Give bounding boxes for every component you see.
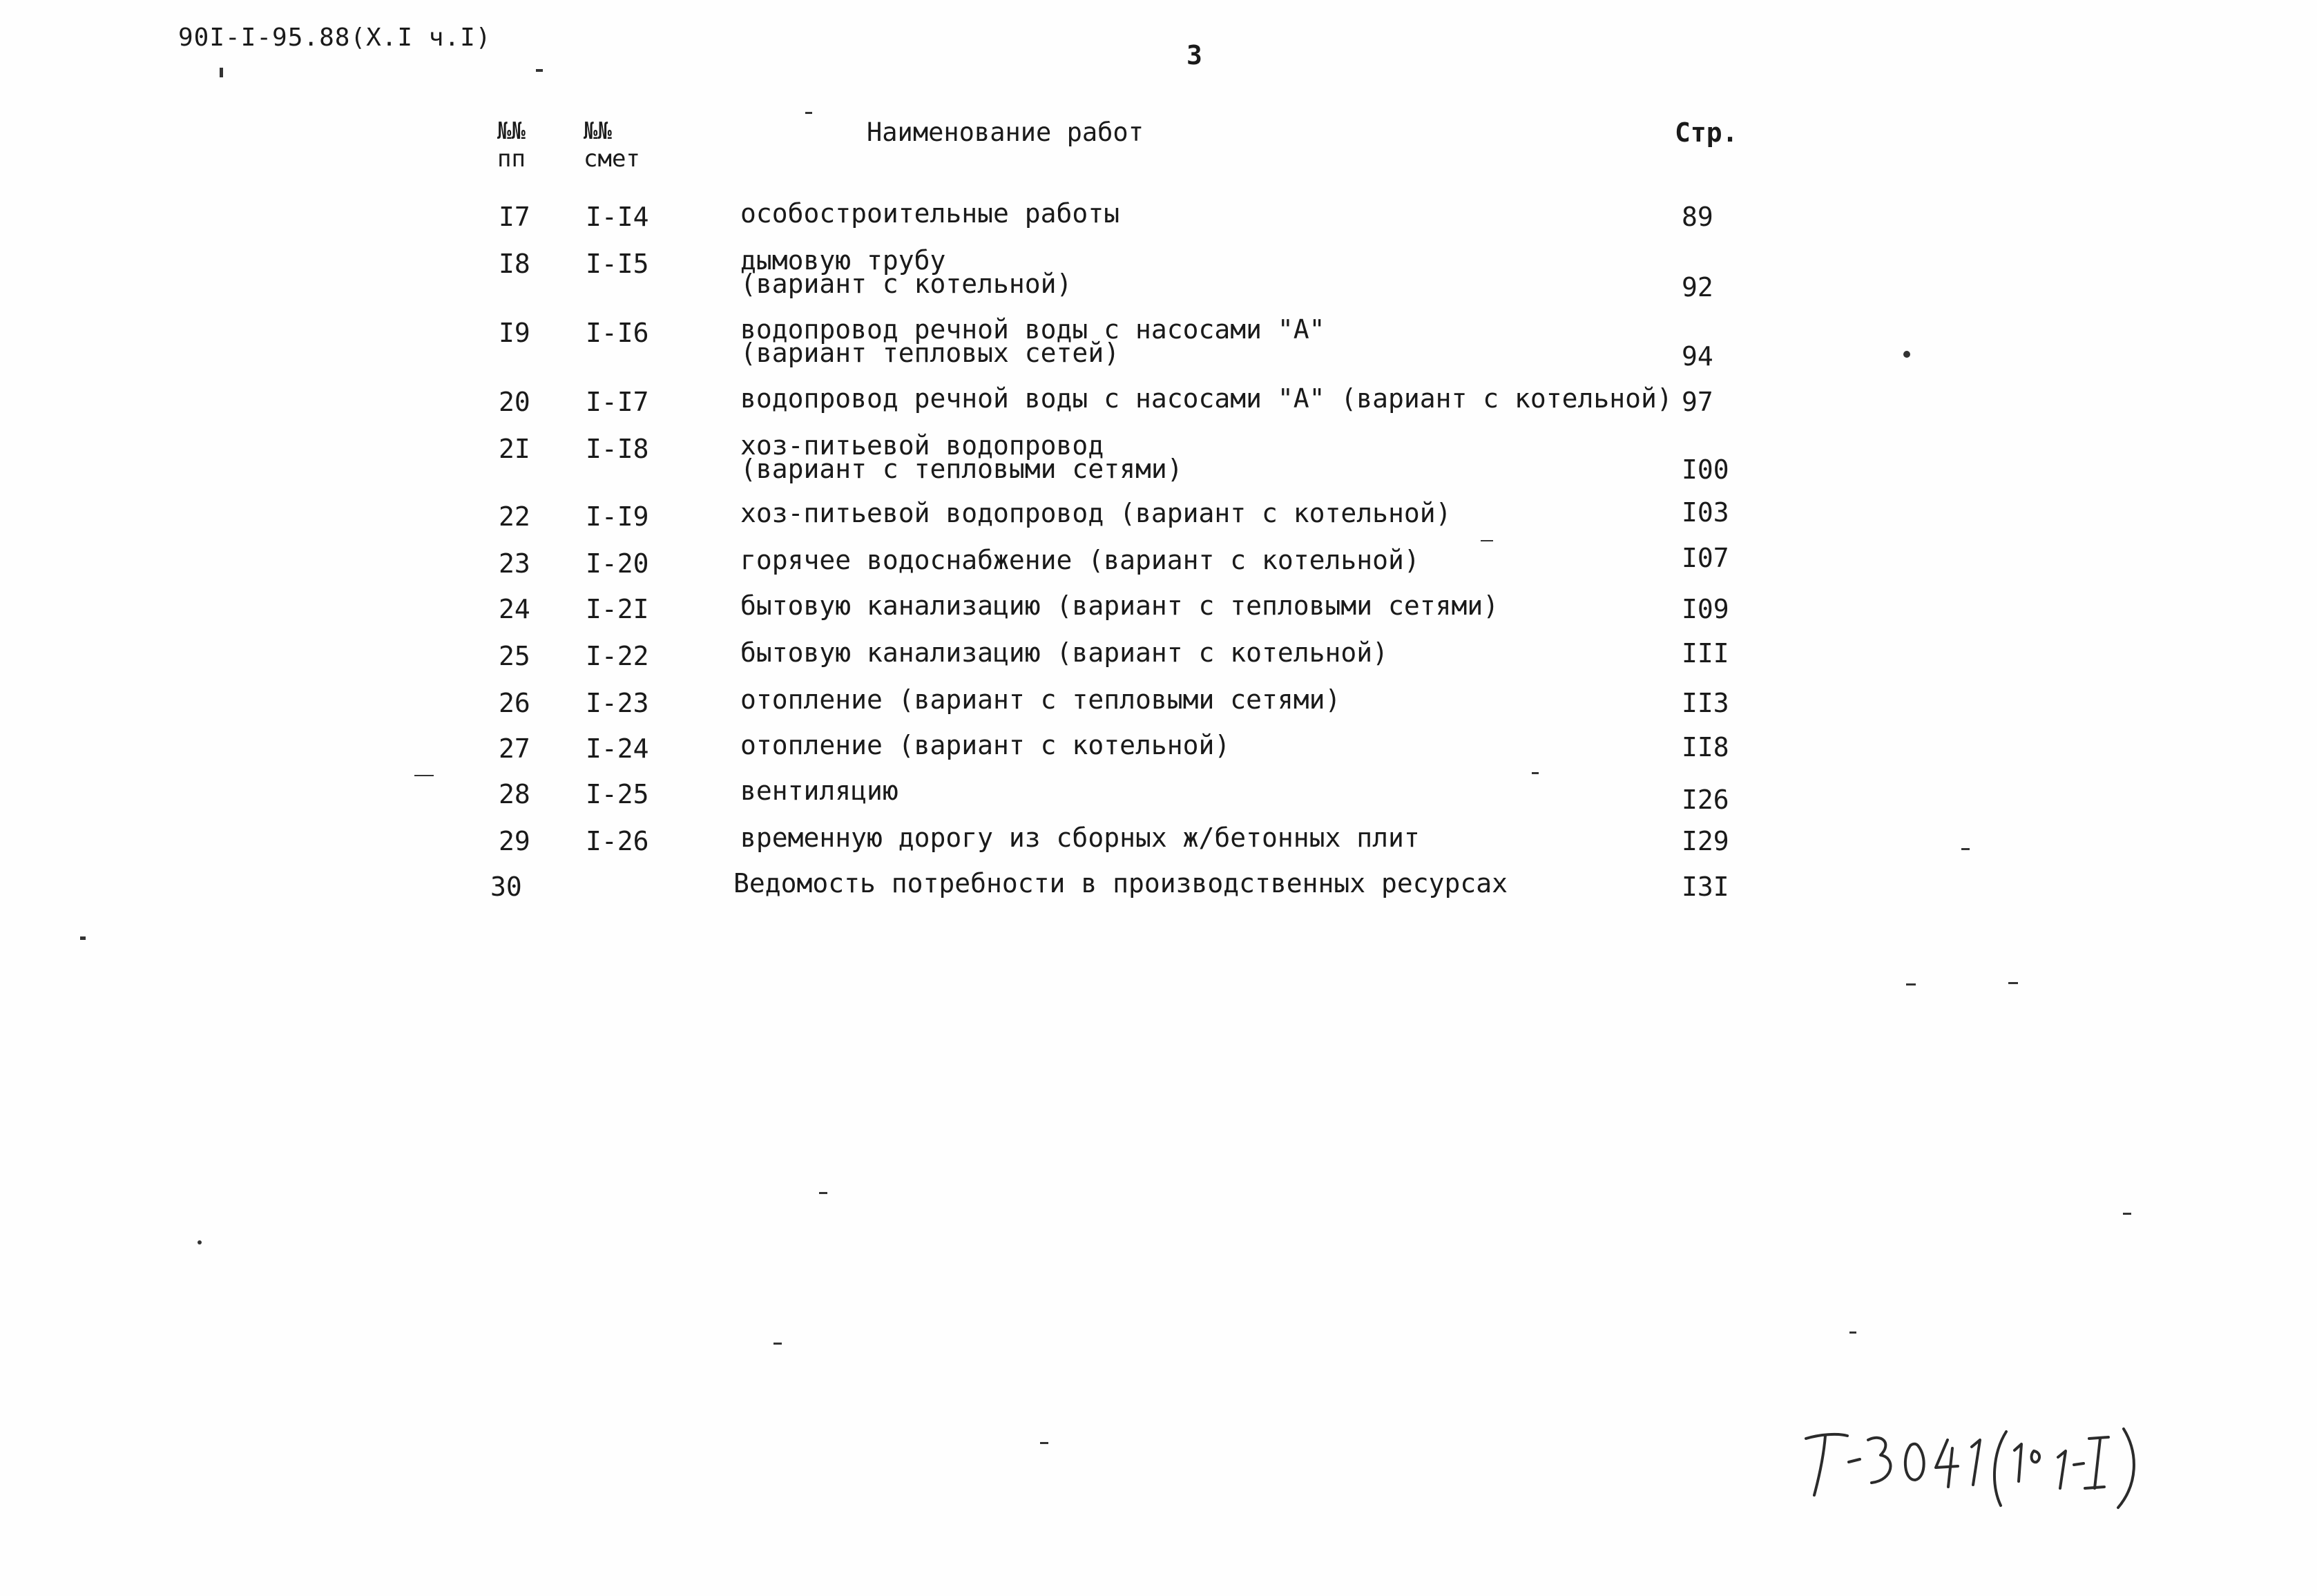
scan-speck [1906,983,1916,986]
row-name [740,245,1073,299]
row-number: I7 [499,202,530,232]
row-number: 27 [499,733,530,764]
row-smet: I-2I [586,594,649,624]
scan-speck [536,69,543,72]
row-name-line1: вентиляцию [740,776,898,806]
row-name-line1: бытовую канализацию (вариант с тепловыми сетями) [740,590,1499,621]
row-smet: I-20 [586,548,649,579]
scan-speck [414,775,434,776]
row-name [740,776,898,806]
row-page: I03 [1682,497,1729,528]
scan-speck [1903,351,1910,358]
row-page: 94 [1682,341,1713,372]
scan-speck [1849,1331,1856,1334]
row-number: 20 [499,387,530,417]
row-name [740,430,1183,484]
row-name [733,868,1508,898]
row-name-line2: (вариант тепловых сетей) [740,338,1120,368]
header-smet-top: №№ [584,117,612,145]
row-name-line2: (вариант с тепловыми сетями) [740,454,1183,484]
row-name-line1: хоз-питьевой водопровод (вариант с котельной) [740,498,1452,528]
row-name-line1: временную дорогу из сборных ж/бетонных плит [740,823,1420,853]
row-name-line1: водопровод речной воды с насосами "А" [740,314,1325,345]
header-num-bottom: пп [497,145,526,173]
row-number: 22 [499,501,530,532]
row-number: 24 [499,594,530,624]
row-name-line1: горячее водоснабжение (вариант с котельной) [740,545,1420,575]
scan-speck [1532,772,1539,774]
row-smet: I-25 [586,779,649,809]
row-page: 97 [1682,387,1713,417]
document-code: 90I-I-95.88(X.I ч.I) [178,23,492,52]
scan-speck [773,1343,782,1345]
scan-speck [1961,848,1970,850]
row-name-line1: отопление (вариант с тепловыми сетями) [740,684,1341,715]
row-page: I07 [1682,543,1729,573]
header-num-column [497,117,526,173]
header-page-column: Стр. [1675,117,1738,148]
row-number: 30 [490,872,522,902]
page-number: 3 [1186,40,1202,70]
row-number: 28 [499,779,530,809]
row-number: I9 [499,318,530,348]
scan-speck [80,936,86,940]
header-num-top: №№ [497,117,526,145]
row-number: I8 [499,249,530,279]
row-smet: I-24 [586,733,649,764]
row-page: 89 [1682,202,1713,232]
row-number: 25 [499,641,530,671]
row-smet: I-26 [586,826,649,856]
row-name-line1: отопление (вариант с котельной) [740,730,1231,760]
scan-speck [1040,1442,1048,1444]
row-name-line1: Ведомость потребности в производственных ресурсах [733,868,1508,898]
row-smet: I-I7 [586,387,649,417]
row-name [740,545,1420,575]
row-name [740,637,1388,668]
row-number: 29 [499,826,530,856]
header-smet-column [584,117,640,173]
row-page: III [1682,638,1729,669]
row-page: I26 [1682,785,1729,815]
row-smet: I-I5 [586,249,649,279]
row-name [740,383,1673,414]
handwritten-annotation [1799,1419,2144,1516]
row-smet: I-I4 [586,202,649,232]
row-name [740,198,1120,229]
row-name [740,498,1452,528]
row-smet: I-I6 [586,318,649,348]
row-page: I3I [1682,872,1729,902]
row-name-line1: хоз-питьевой водопровод [740,430,1104,461]
scan-speck [2123,1213,2131,1215]
table-header [0,117,2317,193]
row-name [740,730,1231,760]
header-smet-bottom: смет [584,145,640,173]
scan-speck [819,1192,827,1194]
row-name [740,314,1325,368]
row-page: 92 [1682,272,1713,302]
scan-speck [220,68,223,77]
row-name-line2: (вариант с котельной) [740,269,1073,299]
row-name [740,684,1341,715]
scan-speck [198,1240,202,1244]
row-name [740,823,1420,853]
header-name-column: Наименование работ [867,117,1144,147]
row-smet: I-I8 [586,434,649,464]
scan-speck [805,112,812,114]
scan-speck [1481,540,1493,541]
row-page: I09 [1682,594,1729,624]
row-name-line1: особостроительные работы [740,198,1120,229]
row-name [740,590,1499,621]
row-smet: I-23 [586,688,649,718]
row-smet: I-I9 [586,501,649,532]
row-page: I29 [1682,826,1729,856]
row-page: II3 [1682,688,1729,718]
row-number: 26 [499,688,530,718]
row-name-line1: бытовую канализацию (вариант с котельной) [740,637,1388,668]
row-name-line1: дымовую трубу [740,245,946,276]
scan-speck [2008,982,2018,984]
row-page: II8 [1682,732,1729,762]
row-page: I00 [1682,454,1729,485]
row-smet: I-22 [586,641,649,671]
row-name-line1: водопровод речной воды с насосами "А" (вариант с котельной) [740,383,1673,414]
row-number: 23 [499,548,530,579]
row-number: 2I [499,434,530,464]
